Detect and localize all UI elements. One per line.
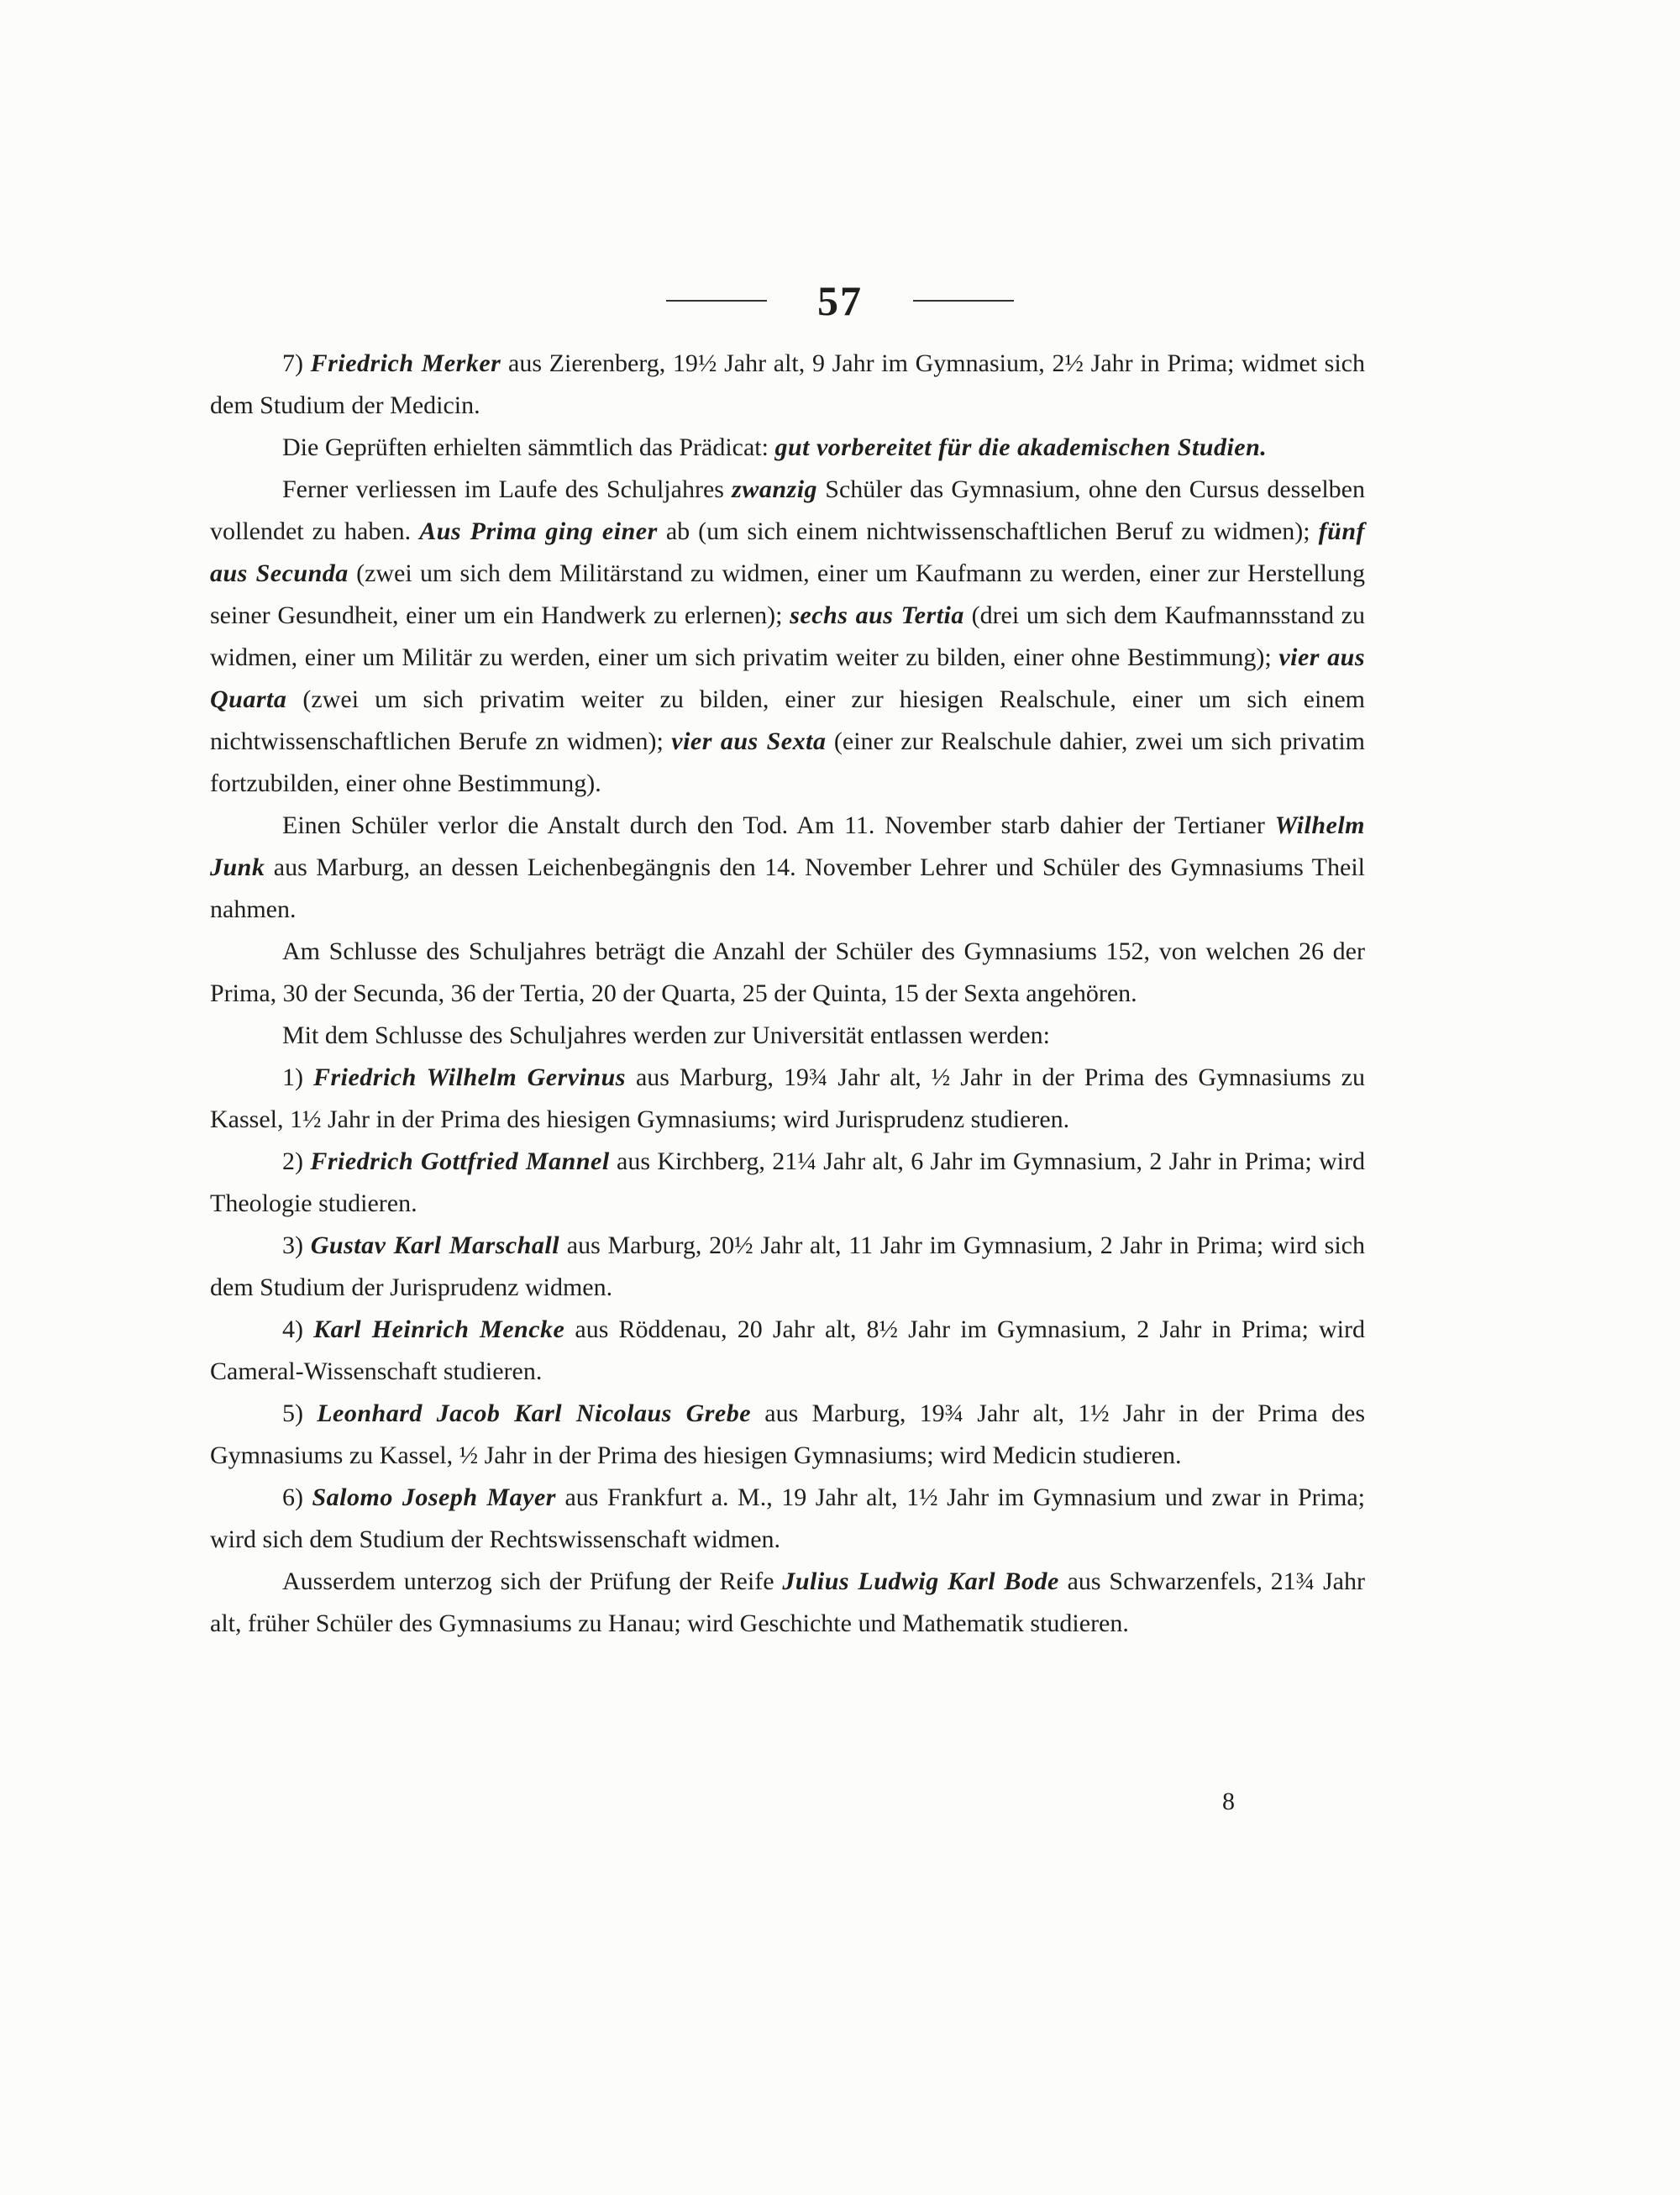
text-run: aus Schwarzenfels, 21¾ Jahr alt, früher Schüler des Gymnasiums zu Hanau; wird Geschichte und Mathematik studieren. [210,1567,1365,1637]
text-run: aus Marburg, 19¾ Jahr alt, 1½ Jahr in der Prima des Gymnasiums zu Kassel, ½ Jahr in der Prima des hiesigen Gymnasiums; wird Medicin studieren. [210,1399,1366,1469]
paragraph [210,1477,1365,1561]
paragraph [210,931,1365,1015]
emphasis-text: Leonhard Jacob Karl Nicolaus Grebe [317,1399,752,1427]
text-run: (einer zur Realschule dahier, zwei um sich privatim fortzubilden, einer ohne Bestimmung). [210,727,1366,797]
emphasis-text: Aus Prima ging einer [419,517,658,545]
text-run: 7) [282,349,311,377]
paragraph [210,469,1365,805]
emphasis-text: vier aus Sexta [671,727,827,755]
text-run: Ausserdem unterzog sich der Prüfung der Reife [282,1567,783,1595]
header-rule-right [913,300,1014,302]
text-run: (drei um sich dem Kaufmannsstand zu widmen, einer um Militär zu werden, einer um sich privatim weiter zu bilden, einer ohne Bestimmung); [210,601,1365,671]
text-run: 4) [282,1315,314,1343]
emphasis-text: Friedrich Wilhelm Gervinus [312,1063,626,1091]
header-rule-left [666,300,767,302]
text-run: Einen Schüler verlor die Anstalt durch den Tod. Am 11. November starb dahier der Tertianer [282,811,1275,839]
text-run: aus Marburg, an dessen Leichenbegängnis den 14. November Lehrer und Schüler des Gymnasiums Theil nahmen. [210,853,1365,923]
emphasis-text: Friedrich Merker [310,349,501,377]
page-number: 57 [817,277,863,324]
emphasis-text: gut vorbereitet für die akademischen Studien. [774,433,1268,461]
paragraph [210,427,1365,469]
paragraph [210,1225,1365,1309]
paragraph [210,343,1365,427]
emphasis-text: Karl Heinrich Mencke [313,1315,565,1343]
emphasis-text: Friedrich Gottfried Mannel [310,1147,610,1175]
emphasis-text: Julius Ludwig Karl Bode [782,1567,1059,1595]
text-run: Schüler das Gymnasium, ohne den Cursus desselben vollendet zu haben. [210,475,1365,545]
paragraph [210,1309,1365,1393]
emphasis-text: Salomo Joseph Mayer [312,1483,556,1511]
page-header [0,267,1680,334]
text-run: 3) [282,1231,311,1259]
text-run: Ferner verliessen im Laufe des Schuljahres [282,475,732,503]
text-run: 2) [282,1147,311,1175]
text-run: Mit dem Schlusse des Schuljahres werden zur Universität entlassen werden: [282,1021,1050,1049]
text-run: (zwei um sich dem Militärstand zu widmen, einer um Kaufmann zu werden, einer zur Herstellung seiner Gesundheit, einer um ein Handwerk zu erlernen); [210,559,1365,629]
text-run: aus Röddenau, 20 Jahr alt, 8½ Jahr im Gymnasium, 2 Jahr in Prima; wird Cameral-Wissenschaft studieren. [210,1315,1365,1385]
paragraph [210,805,1365,931]
text-run: aus Zierenberg, 19½ Jahr alt, 9 Jahr im Gymnasium, 2½ Jahr in Prima; widmet sich dem Studium der Medicin. [210,349,1365,419]
text-run: aus Kirchberg, 21¼ Jahr alt, 6 Jahr im Gymnasium, 2 Jahr in Prima; wird Theologie studieren. [210,1147,1365,1217]
emphasis-text: sechs aus Tertia [790,601,964,629]
text-run: 1) [282,1063,313,1091]
text-run: 6) [282,1483,312,1511]
text-run: aus Marburg, 19¾ Jahr alt, ½ Jahr in der Prima des Gymnasiums zu Kassel, 1½ Jahr in der Prima des hiesigen Gymnasiums; wird Jurisprudenz studieren. [210,1063,1365,1133]
text-run: ab (um sich einem nichtwissenschaftlichen Beruf zu widmen); [657,517,1319,545]
emphasis-text: vier aus Quarta [210,643,1366,713]
text-run: aus Frankfurt a. M., 19 Jahr alt, 1½ Jahr im Gymnasium und zwar in Prima; wird sich dem Studium der Rechtswissenschaft widmen. [210,1483,1365,1553]
emphasis-text: Gustav Karl Marschall [310,1231,560,1259]
paragraph [210,1141,1365,1225]
paragraph [210,1561,1365,1645]
text-run: Die Geprüften erhielten sämmtlich das Prädicat: [282,433,775,461]
text-run: (zwei um sich privatim weiter zu bilden, einer zur hiesigen Realschule, einer um sich einem nichtwissenschaftlichen Berufe zn widmen); [210,685,1365,755]
page-body [210,343,1365,1645]
signature-mark: 8 [1222,1788,1235,1815]
emphasis-text: zwanzig [732,475,818,503]
text-run: aus Marburg, 20½ Jahr alt, 11 Jahr im Gymnasium, 2 Jahr in Prima; wird sich dem Studium der Jurisprudenz widmen. [210,1231,1365,1301]
text-run: Am Schlusse des Schuljahres beträgt die Anzahl der Schüler des Gymnasiums 152, von welchen 26 der Prima, 30 der Secunda, 36 der Tertia, 20 der Quarta, 25 der Quinta, 15 der Sexta angehören. [210,937,1365,1007]
paragraph [210,1015,1365,1057]
emphasis-text: Wilhelm Junk [210,811,1365,881]
paragraph [210,1057,1365,1141]
paragraph [210,1393,1365,1477]
emphasis-text: fünf aus Secunda [210,517,1365,587]
text-run: 5) [282,1399,318,1427]
